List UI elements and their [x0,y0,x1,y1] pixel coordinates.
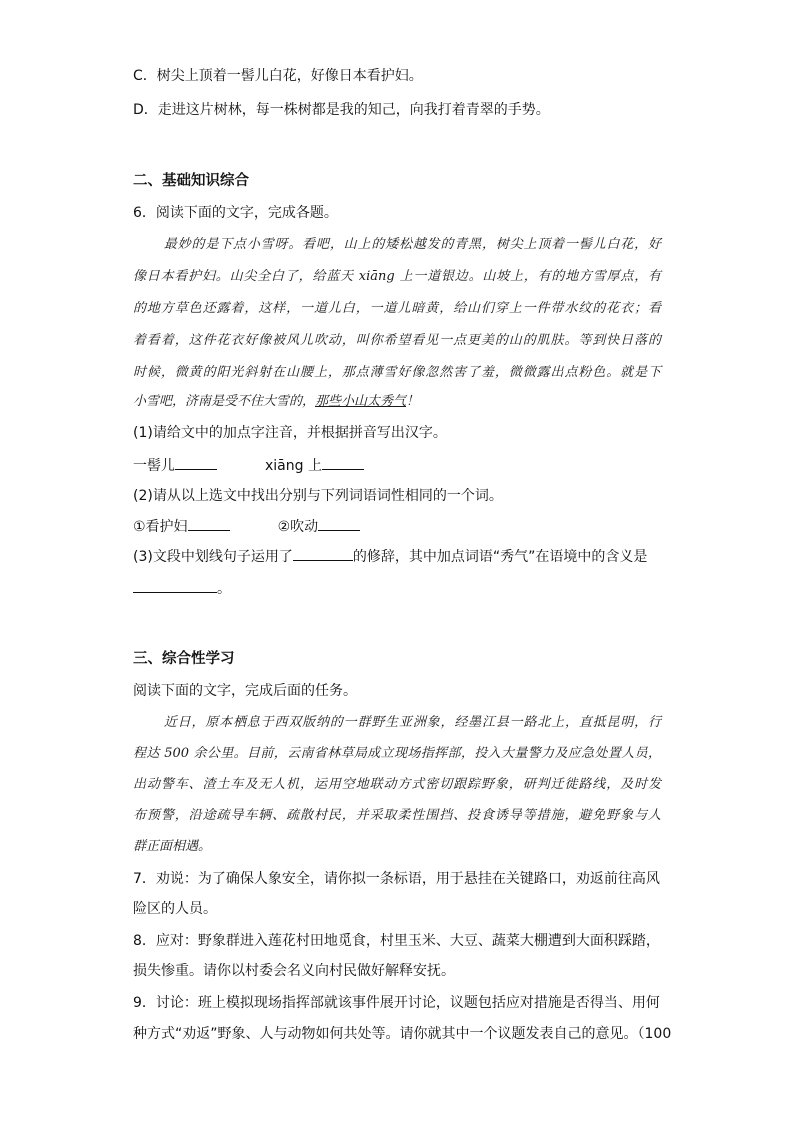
answer-blank[interactable] [133,578,217,593]
passage-line: 着看着，这件花衣好像被风儿吹动，叫你希望看见一点更美的山的肌肤。等到快日落的 [133,333,661,348]
answer-blank[interactable] [318,516,360,531]
question-9-line2: 种方式“劝返”野象、人与动物如何共处等。请你就其中一个议题发表自己的意见。（100 [133,1026,672,1042]
underlined-sentence: 那些小山太秀气 [315,394,407,409]
passage-line-last: 小雪吧，济南是受不住大雪的，那些小山太秀气！ [133,394,420,409]
option-d: D．走进这片树林，每一株树都是我的知己，向我打着青翠的手势。 [133,102,550,118]
question-8-line1: 8．应对：野象群进入莲花村田地觅食，村里玉米、大豆、蔬菜大棚遭到大面积踩踏， [133,933,660,949]
passage-line: 像日本看护妇。山尖全白了，给蓝天 xiāng 上一道银边。山坡上，有的地方雪厚点，有 [133,269,661,284]
question-9-line1: 9．讨论：班上模拟现场指挥部就该事件展开讨论，议题包括应对措施是否得当、用何 [133,995,660,1011]
passage-line: 近日，原本栖息于西双版纳的一群野生亚洲象，经墨江县一路北上，直抵昆明，行 [163,715,661,730]
passage-line: 出动警车、渣土车及无人机，运用空地联动方式密切跟踪野象，研判迁徙路线，及时发 [133,777,661,792]
passage-line: 布预警，沿途疏导车辆、疏散村民，并采取柔性围挡、投食诱导等措施，避免野象与人 [133,808,661,823]
passage-line: 程达 500 余公里。目前，云南省林草局成立现场指挥部，投入大量警力及应急处置人员， [133,746,661,761]
answer-blank[interactable] [293,546,353,561]
question-6-3-blank-line: 。 [133,578,231,599]
question-7-line2: 险区的人员。 [133,901,217,917]
answer-blank[interactable] [322,455,364,470]
question-7-line1: 7．劝说：为了确保人象安全，请你拟一条标语，用于悬挂在关键路口，劝返前往高风 [133,871,660,887]
section3-heading: 三、综合性学习 [133,651,235,667]
answer-blank[interactable] [175,455,217,470]
answer-blank[interactable] [188,516,230,531]
question-6-1: (1)请给文中的加点字注音，并根据拼音写出汉字。 [133,425,447,441]
question-8-line2: 损失惨重。请你以村委会名义向村民做好解释安抚。 [133,963,455,979]
question-6-1-blanks: 一髻儿 xiāng 上 [133,455,364,476]
passage-line-last: 群正面相遇。 [133,839,212,854]
section3-intro: 阅读下面的文字，完成后面的任务。 [133,683,357,699]
question-6-2-blanks: ①看护妇 ②吹动 [133,516,360,537]
question-6-intro: 6．阅读下面的文字，完成各题。 [133,205,338,221]
question-6-2: (2)请从以上选文中找出分别与下列词语词性相同的一个词。 [133,488,503,504]
option-c: C．树尖上顶着一髻儿白花，好像日本看护妇。 [133,68,423,84]
passage-line: 最妙的是下点小雪呀。看吧，山上的矮松越发的青黑，树尖上顶着一髻儿白花，好 [163,237,661,252]
section2-heading: 二、基础知识综合 [133,173,249,189]
question-6-3: (3)文段中划线句子运用了 的修辞，其中加点词语“秀气”在语境中的含义是 [133,546,647,567]
passage-line: 的地方草色还露着，这样，一道儿白，一道儿暗黄，给山们穿上一件带水纹的花衣；看 [133,301,661,316]
passage-line: 时候，微黄的阳光斜射在山腰上，那点薄雪好像忽然害了羞，微微露出点粉色。就是下 [133,365,661,380]
